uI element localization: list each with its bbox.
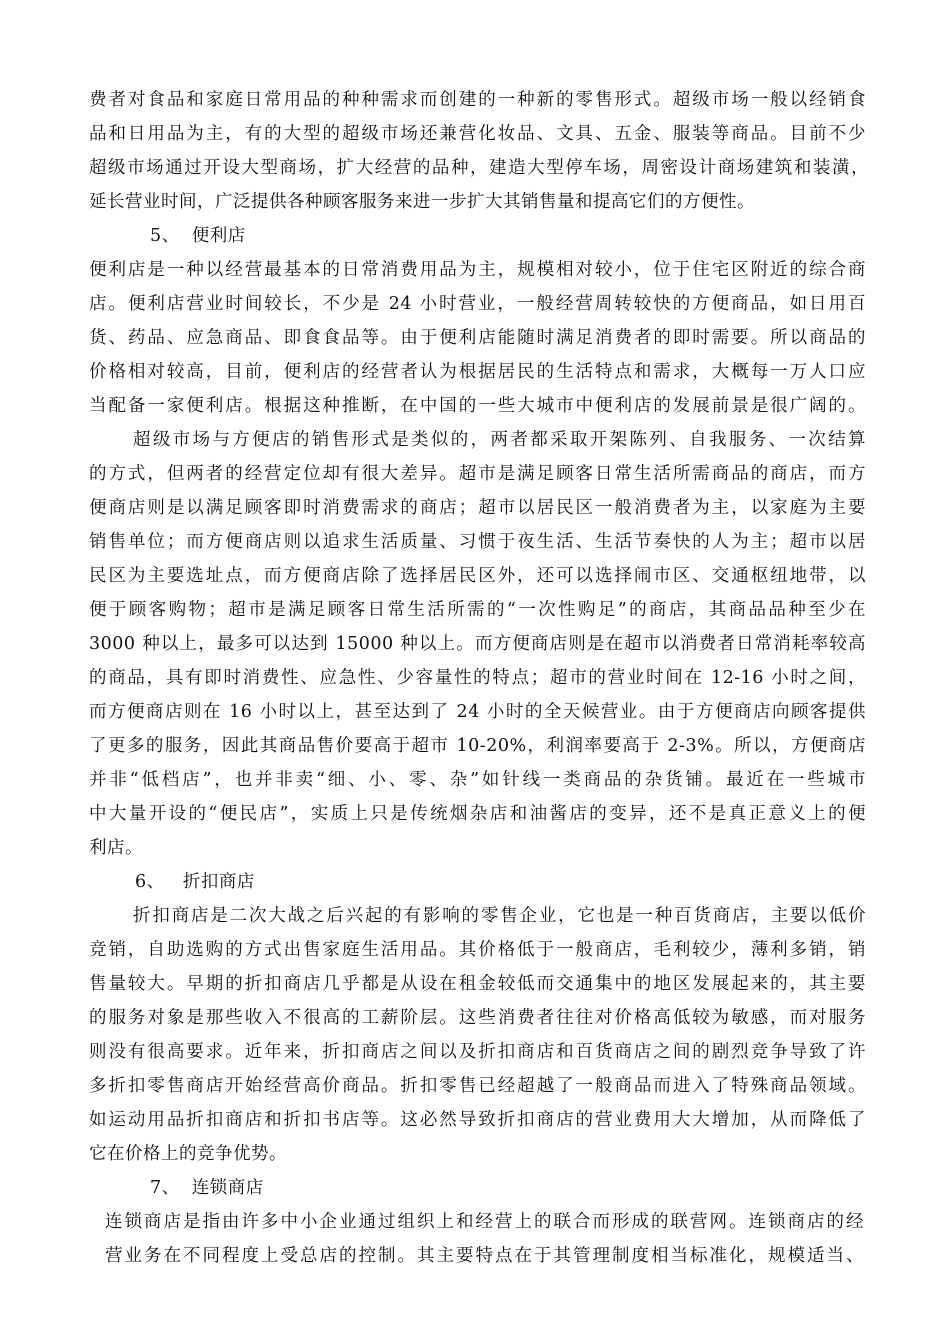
section-heading-6: 6、 折扣商店 (135, 872, 255, 892)
text-line: 而方便商店则在 16 小时以上，甚至达到了 24 小时的全天候营业。由于方便商店向顾客提供 (89, 702, 866, 722)
text-line: 的方式，但两者的经营定位却有很大差异。超市是满足顾客日常生活所需商品的商店，而方 (89, 464, 866, 484)
text-line: 了更多的服务，因此其商品售价要高于超市 10-20%，利润率要高于 2-3%。所以，方便商店 (89, 736, 866, 756)
text-line: 当配备一家便利店。根据这种推断，在中国的一些大城市中便利店的发展前景是很广阔的。 (89, 396, 866, 416)
text-line: 便商店则是以满足顾客即时消费需求的商店；超市以居民区一般消费者为主，以家庭为主要 (89, 498, 866, 518)
text-line: 民区为主要选址点，而方便商店除了选择居民区外，还可以选择闹市区、交通枢纽地带，以 (89, 566, 866, 586)
text-line: 的商品，具有即时消费性、应急性、少容量性的特点；超市的营业时间在 12-16 小时之间， (89, 668, 866, 688)
text-line: 连锁商店是指由许多中小企业通过组织上和经营上的联合而形成的联营网。连锁商店的经 (105, 1212, 864, 1232)
text-line: 超级市场与方便店的销售形式是类似的，两者都采取开架陈列、自我服务、一次结算 (133, 430, 866, 450)
text-line: 延长营业时间，广泛提供各种顾客服务来进一步扩大其销售量和提高它们的方便性。 (89, 192, 755, 212)
text-line: 费者对食品和家庭日常用品的种种需求而创建的一种新的零售形式。超级市场一般以经销食 (89, 90, 866, 110)
text-line: 超级市场通过开设大型商场，扩大经营的品种，建造大型停车场，周密设计商场建筑和装潢， (89, 158, 869, 178)
text-line: 并非“低档店”，也并非卖“细、小、零、杂”如针线一类商品的杂货铺。最近在一些城市 (89, 770, 866, 790)
text-line: 多折扣零售商店开始经营高价商品。折扣零售已经超越了一般商品而进入了特殊商品领域。 (89, 1076, 866, 1096)
text-line: 便于顾客购物；超市是满足顾客日常生活所需的“一次性购足”的商店，其商品品种至少在 (89, 600, 866, 620)
section-heading-7: 7、 连锁商店 (150, 1178, 264, 1198)
text-line: 便利店是一种以经营最基本的日常消费用品为主，规模相对较小，位于住宅区附近的综合商 (89, 260, 866, 280)
text-line: 售量较大。早期的折扣商店几乎都是从设在租金较低而交通集中的地区发展起来的，其主要 (89, 974, 866, 994)
text-line: 货、药品、应急商品、即食食品等。由于便利店能随时满足消费者的即时需要。所以商品的 (89, 328, 866, 348)
text-line: 中大量开设的“便民店”，实质上只是传统烟杂店和油酱店的变异，还不是真正意义上的便 (89, 804, 866, 824)
text-line: 店。便利店营业时间较长，不少是 24 小时营业，一般经营周转较快的方便商品，如日用百 (89, 294, 866, 314)
text-line: 它在价格上的竞争优势。 (89, 1144, 287, 1164)
text-line: 3000 种以上，最多可以达到 15000 种以上。而方便商店则是在超市以消费者日常消耗率较高 (89, 634, 866, 654)
text-line: 竞销，自助选购的方式出售家庭生活用品。其价格低于一般商店，毛利较少，薄利多销，销 (89, 940, 866, 960)
section-heading-5: 5、 便利店 (150, 226, 246, 246)
text-line: 则没有很高要求。近年来，折扣商店之间以及折扣商店和百货商店之间的剧烈竞争导致了许 (89, 1042, 866, 1062)
text-line: 折扣商店是二次大战之后兴起的有影响的零售企业，它也是一种百货商店，主要以低价 (133, 906, 866, 926)
text-line: 利店。 (89, 838, 143, 858)
text-line: 品和日用品为主，有的大型的超级市场还兼营化妆品、文具、五金、服装等商品。目前不少 (89, 124, 866, 144)
text-line: 价格相对较高，目前，便利店的经营者认为根据居民的生活特点和需求，大概每一万人口应 (89, 362, 866, 382)
text-line: 如运动用品折扣商店和折扣书店等。这必然导致折扣商店的营业费用大大增加，从而降低了 (89, 1110, 866, 1130)
text-line: 销售单位；而方便商店则以追求生活质量、习惯于夜生活、生活节奏快的人为主；超市以居 (89, 532, 866, 552)
text-line: 营业务在不同程度上受总店的控制。其主要特点在于其管理制度相当标准化，规模适当、 (105, 1246, 864, 1266)
text-line: 的服务对象是那些收入不很高的工薪阶层。这些消费者往往对价格高低较为敏感，而对服务 (89, 1008, 866, 1028)
